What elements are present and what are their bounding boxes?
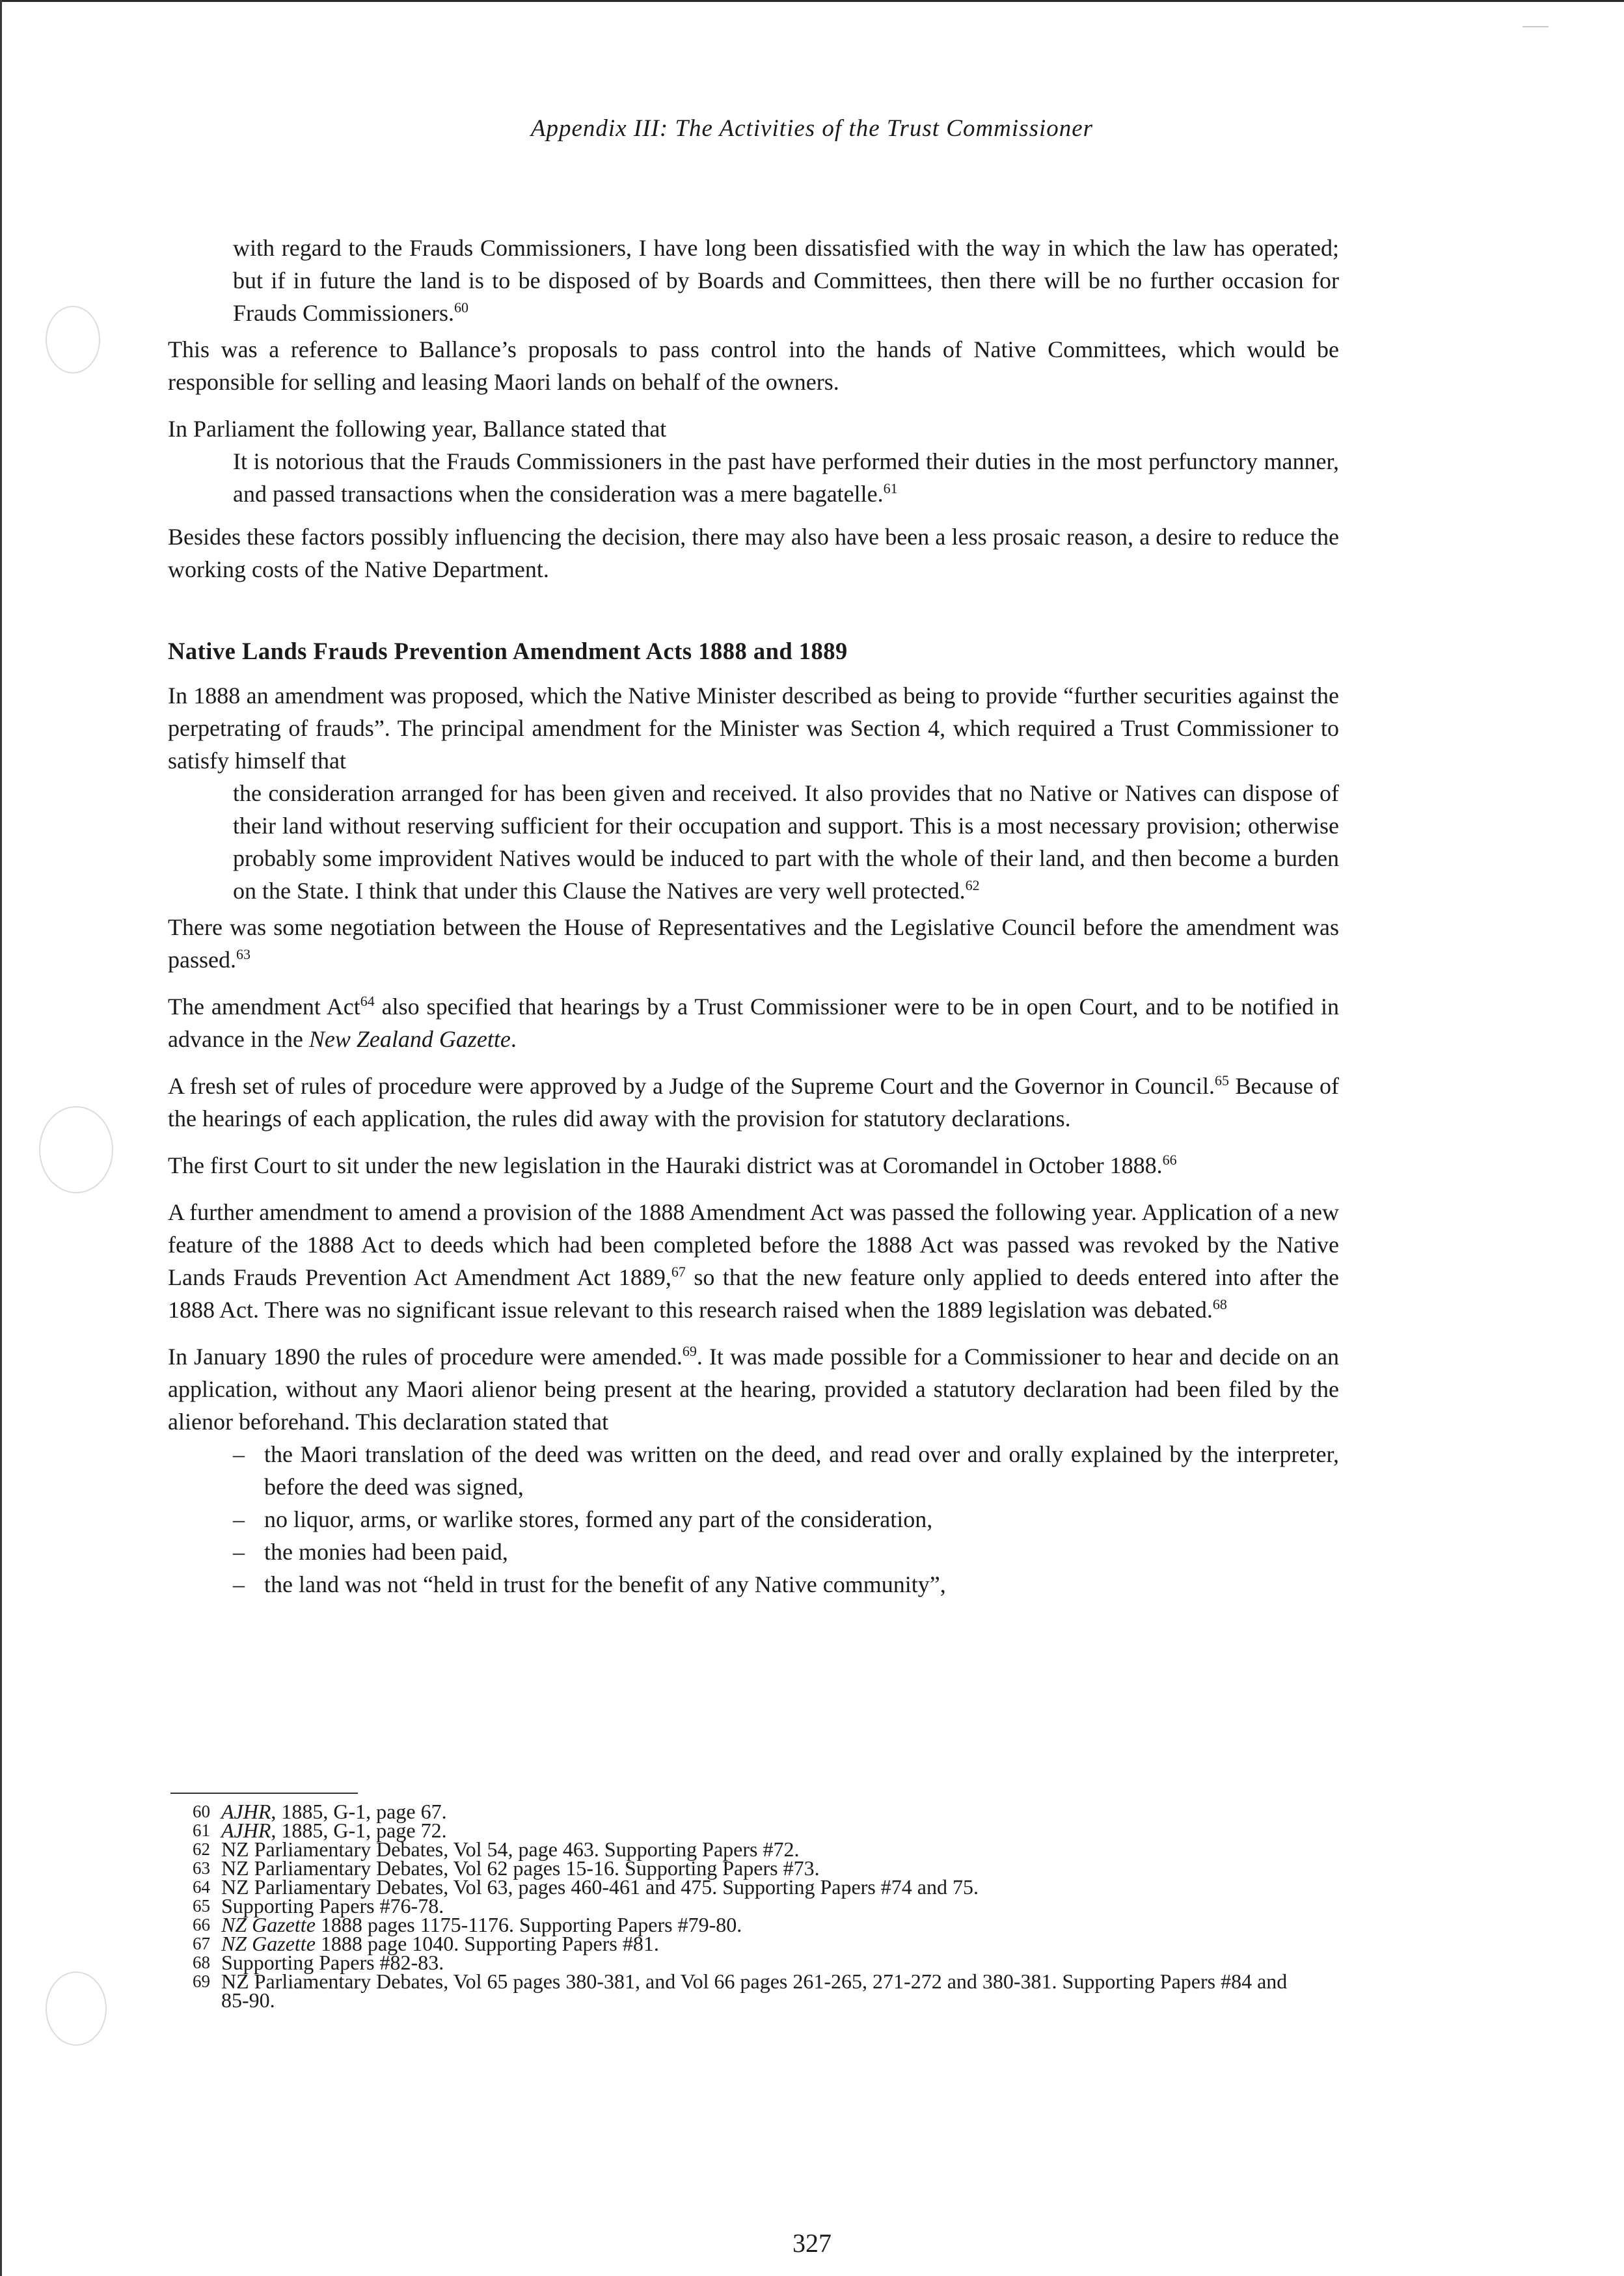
footnote-ref: 69 (682, 1343, 697, 1359)
footnote: 68 Supporting Papers #82-83. (193, 1951, 444, 1974)
footnote: 69 NZ Parliamentary Debates, Vol 65 pages 380-381, and Vol 66 pages 261-265, 271-272 and 380-381. Supporting Papers #84 and 85-90. (193, 1970, 1288, 2012)
list-item: – the Maori translation of the deed was written on the deed, and read over and orally explained by the interpreter, before the deed was signed, (233, 1441, 1339, 1500)
footnote: 62 NZ Parliamentary Debates, Vol 54, page 463. Supporting Papers #72. (193, 1837, 800, 1861)
paragraph: Besides these factors possibly influencing the decision, there may also have been a less prosaic reason, a desire to reduce the working costs of the Native Department. (168, 524, 1339, 582)
paragraph: In 1888 an amendment was proposed, which the Native Minister described as being to provide “further securities against the perpetrating of frauds”. The principal amendment for the Minister was Section 4, which required a Trust Commissioner to satisfy himself that (168, 683, 1339, 774)
footnote-ref: 68 (1212, 1296, 1227, 1312)
paragraph: The amendment Act$^{64}$ also specified that hearings by a Trust Commissioner were to be in open Court, and to be notified in advance in the New Zealand Gazette. (168, 993, 1340, 1052)
paragraph: A further amendment to amend a provision of the 1888 Amendment Act was passed the following year. Application of a new feature of the 1888 Act to deeds which had been completed before the 1888 Act was passed was revoked by the Native Lands Frauds Prevention Act Amendment Act 1889,67 so that the new feature only applied to deeds entered into after the 1888 Act. There was no significant issue relevant to this research raised when the 1889 legislation was debated.$^{68}$ (168, 1199, 1340, 1323)
block-quote: It is notorious that the Frauds Commissioners in the past have performed their duties in the most perfunctory manner, and passed transactions when the consideration was a mere bagatelle.$^{61}$ (233, 448, 1339, 507)
body-text (168, 232, 1339, 1601)
footnotes (193, 1802, 1312, 2010)
footnote-ref: 61 (883, 480, 898, 496)
header-roman: III (633, 115, 660, 142)
paragraph: The first Court to sit under the new legislation in the Hauraki district was at Coromandel in October 1888.66 (168, 1152, 1177, 1178)
header-prefix: Appendix (530, 115, 634, 142)
block-quote: with regard to the Frauds Commissioners, I have long been dissatisfied with the way in which the law has operated; but if in future the land is to be disposed of by Boards and Committees, then there will be no further occasion for Frauds Commissioners.$^{60}$ (233, 235, 1339, 326)
footnote-ref: 67 (671, 1264, 686, 1280)
block-quote: the consideration arranged for has been given and received. It also provides that no Native or Natives can dispose of their land without reserving sufficient for their occupation and support. This is a most necessary provision; otherwise probably some improvident Natives would be induced to part with the whole of their land, and then become a burden on the State. I think that under this Clause the Natives are very well protected.$^{62}$ (233, 780, 1339, 904)
footnote-ref: 60 (454, 299, 469, 316)
footnote-ref: 66 (1162, 1152, 1177, 1168)
header-title: : The Activities of the Trust Commissioner (659, 115, 1094, 142)
list-item: – the land was not “held in trust for the benefit of any Native community”, (233, 1571, 946, 1597)
declaration-list (233, 1438, 1339, 1601)
footnote: 61 AJHR, 1885, G-1, page 72. (193, 1819, 447, 1842)
paragraph: A fresh set of rules of procedure were approved by a Judge of the Supreme Court and the Governor in Council.$^{65}$ Because of the hearings of each application, the rules did away with the provision for statutory declarations. (168, 1072, 1339, 1131)
list-item: – no liquor, arms, or warlike stores, formed any part of the consideration, (233, 1506, 933, 1532)
footnote-ref: 62 (965, 877, 980, 893)
footnote-ref: 64 (360, 993, 375, 1009)
paragraph: In January 1890 the rules of procedure were amended.$^{69}$. It was made possible for a Commissioner to hear and decide on an application, without any Maori alienor being present at the hearing, provided a statutory declaration had been filed by the alienor beforehand. This declaration stated that (168, 1343, 1339, 1435)
paragraph: This was a reference to Ballance’s proposals to pass control into the hands of Native Committees, which would be responsible for selling and leasing Maori lands on behalf of the owners. (168, 336, 1339, 395)
footnote-ref: 65 (1215, 1072, 1230, 1089)
footnote: 60 AJHR, 1885, G-1, page 67. (193, 1800, 447, 1823)
paragraph: There was some negotiation between the House of Representatives and the Legislative Council before the amendment was passed.$^{63}$ (168, 914, 1339, 973)
footnote: 66 NZ Gazette 1888 pages 1175-1176. Supporting Papers #79-80. (193, 1913, 742, 1936)
footnote: 63 NZ Parliamentary Debates, Vol 62 pages 15-16. Supporting Papers #73. (193, 1856, 820, 1880)
footnote: 67 NZ Gazette 1888 page 1040. Supporting Papers #81. (193, 1932, 659, 1955)
footnote: 65 Supporting Papers #76-78. (193, 1894, 444, 1917)
footnote-separator (170, 1793, 358, 1794)
section-heading: Native Lands Frauds Prevention Amendment Acts 1888 and 1889 (168, 638, 848, 664)
page-number: 327 (792, 2229, 832, 2258)
list-item: – the monies had been paid, (233, 1539, 508, 1565)
running-header (0, 115, 1624, 142)
paragraph: In Parliament the following year, Ballance stated that (168, 416, 667, 442)
footnote: 64 NZ Parliamentary Debates, Vol 63, pages 460-461 and 475. Supporting Papers #74 and 75. (193, 1875, 979, 1899)
footnote-ref: 63 (236, 946, 250, 962)
